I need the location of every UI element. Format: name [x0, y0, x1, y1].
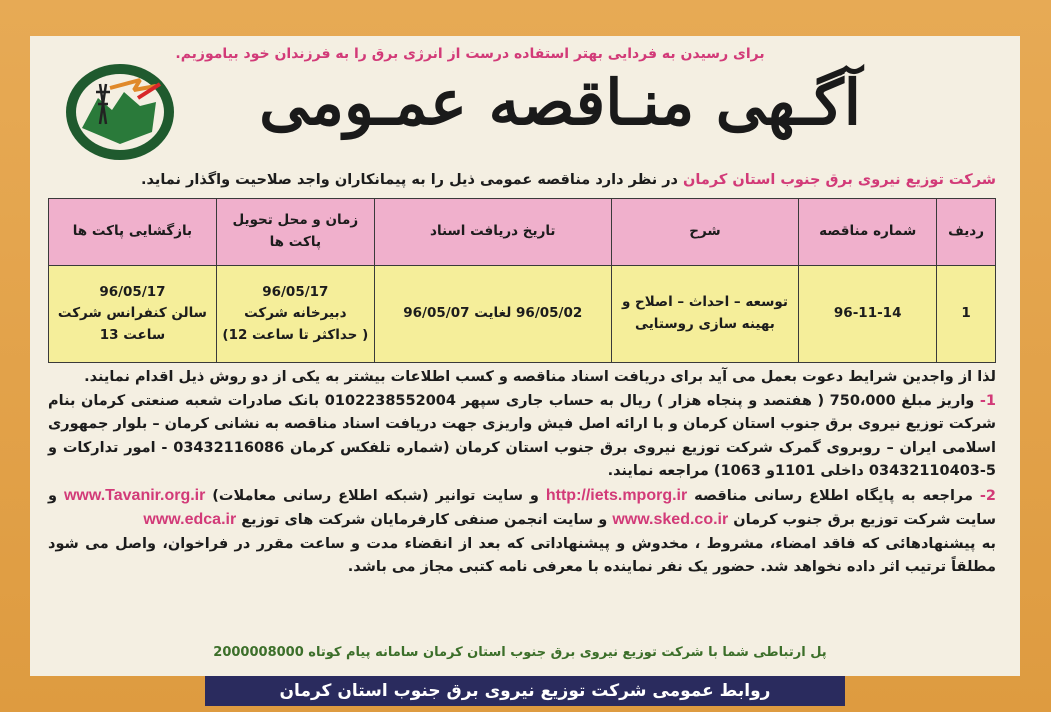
opening-place: سالن کنفرانس شرکت [57, 305, 207, 322]
item-1-text: واریز مبلغ 750،000 ( هفتصد و پنجاه هزار ) ریال به حساب جاری سپهر 0102238552004 بانک صادرات شعبه صنعتی کرمان بنام شرکت توزیع نیروی برق جنوب استان کرمان و با ارائه اصل فیش واریزی جهت دریافت اسناد مناقصه به نشانی کرمان – بلوار جمهوری اسلامی ایران – روبروی گمرک شرکت توزیع نیروی برق جنوب استان کرمان (شماره تلفکس کرمان 03432116086 - امور تدارکات و 5-03432110403 داخلی 1101و 1063) مراجعه نمایند. [48, 392, 996, 479]
header-document-date: تاریخ دریافت اسناد [374, 199, 611, 266]
slogan: برای رسیدن به فردایی بهتر استفاده درست از انرژی برق را به فرزندان خود بیاموزیم. [175, 46, 765, 62]
link-sked[interactable]: www.sked.co.ir [612, 511, 729, 528]
body-item-1 [48, 390, 996, 484]
body-item-2 [48, 484, 996, 533]
intro-text [141, 172, 996, 188]
cell-description: توسعه – احداث – اصلاح و بهینه سازی روستایی [611, 266, 798, 363]
announcement-body [48, 366, 996, 580]
cell-opening [49, 266, 217, 363]
opening-time: ساعت 13 [99, 326, 166, 343]
header-opening: بازگشایی پاکت ها [49, 199, 217, 266]
item-2-part-4: و سایت انجمن صنفی کارفرمایان شرکت های توزیع [236, 512, 613, 528]
link-tavanir[interactable]: www.Tavanir.org.ir [63, 486, 206, 504]
header-description: شرح [611, 199, 798, 266]
sms-line: پل ارتباطی شما با شرکت توزیع نیروی برق جنوب استان کرمان سامانه پیام کوتاه 2000008000 [213, 645, 827, 660]
footer-bar: روابط عمومی شرکت توزیع نیروی برق جنوب استان کرمان [205, 676, 845, 706]
kerman-power-tower-icon [60, 58, 180, 166]
item-2-part-1: مراجعه به پایگاه اطلاع رسانی مناقصه [687, 487, 980, 504]
opening-date: 96/05/17 [99, 283, 166, 300]
link-iets[interactable]: http://iets.mporg.ir [545, 486, 688, 504]
header-delivery: زمان و محل تحویل پاکت ها [216, 199, 374, 266]
delivery-date: 96/05/17 [262, 283, 329, 300]
cell-delivery [216, 266, 374, 363]
body-intro: لذا از واجدین شرایط دعوت بعمل می آید برای دریافت اسناد مناقصه و کسب اطلاعات بیشتر به یکی از دو روش ذیل اقدام نمایند. [84, 369, 996, 385]
cell-tender-number: 96-11-14 [799, 266, 937, 363]
item-2-part-3: و سایت شرکت توزیع برق جنوب کرمان [48, 487, 996, 528]
intro-rest: در نظر دارد مناقصه عمومی ذیل را به پیمانکاران واجد صلاحیت واگذار نماید. [141, 172, 684, 188]
table-row [49, 266, 996, 363]
item-2-part-2: و سایت توانیر (شبکه اطلاع رسانی معاملات) [205, 487, 546, 504]
table-header-row [49, 199, 996, 266]
cell-row-number: 1 [937, 266, 996, 363]
item-1-number: 1- [979, 392, 996, 409]
body-note: به پیشنهادهائی که فاقد امضاء، مشروط ، مخدوش و پیشنهاداتی که بعد از انقضاء مدت و ساعت مقرر در فراخوان، واصل می شود مطلقاً ترتیب اثر داده نخواهد شد. حضور یک نفر نماینده با معرفی نامه کتبی مجاز می باشد. [48, 535, 996, 575]
link-edca[interactable]: www.edca.ir [143, 511, 237, 528]
tender-table [48, 198, 996, 363]
header-tender-number: شماره مناقصه [799, 199, 937, 266]
delivery-place: دبیرخانه شرکت [244, 305, 347, 322]
delivery-time: ( حداکثر تا ساعت 12) [222, 326, 369, 343]
header-row-number: ردیف [937, 199, 996, 266]
cell-document-date: 96/05/02 لغایت 96/05/07 [374, 266, 611, 363]
item-2-number: 2- [979, 487, 996, 504]
intro-company: شرکت توزیع نیروی برق جنوب استان کرمان [683, 172, 996, 188]
page-title: آگـهی منـاقصه عمـومی [259, 66, 861, 139]
